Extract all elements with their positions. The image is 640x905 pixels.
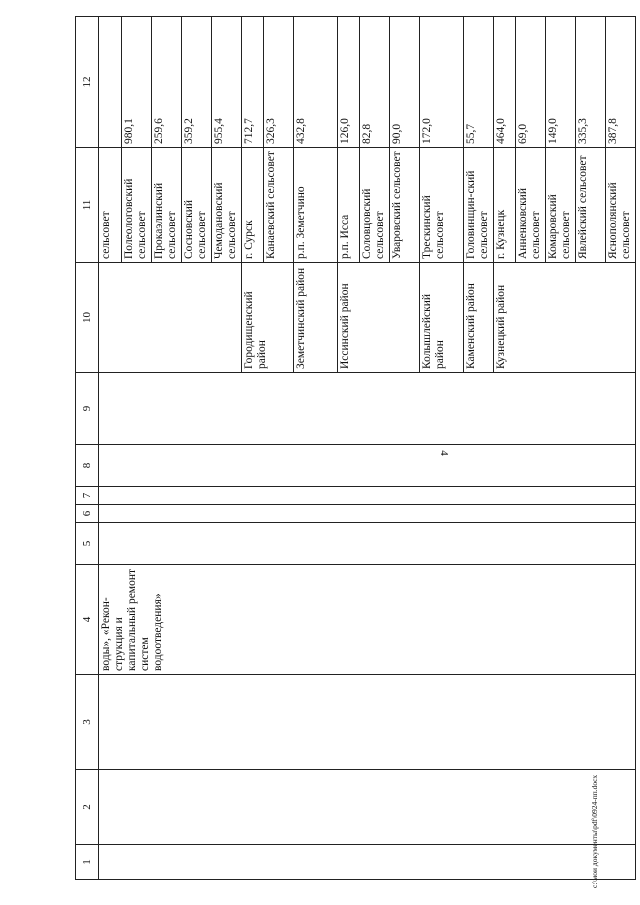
column-number: 9 [76, 373, 99, 445]
settlement-name: р.п. Исса [337, 148, 359, 262]
cell-col8 [99, 445, 636, 487]
budget-value: 149,0 [545, 17, 575, 147]
program-table [75, 16, 636, 880]
budget-value: 464,0 [493, 17, 515, 147]
cell-col2 [99, 770, 636, 845]
settlement-name: сельсовет [100, 211, 112, 259]
table-body [99, 17, 636, 880]
budget-value: 172,0 [419, 17, 463, 147]
cell-col11-settlements [99, 148, 636, 263]
settlement-list [99, 148, 635, 262]
budget-value: 82,8 [359, 17, 389, 147]
district-name: Кузнецкий район [493, 263, 515, 372]
settlement-name: Сосновский сельсовет [181, 148, 211, 262]
budget-value [99, 17, 121, 147]
column-number: 12 [76, 17, 99, 148]
district-name: Городищенский район [241, 263, 263, 372]
rotated-table-container [75, 17, 632, 880]
district-list [99, 263, 635, 372]
district-name [181, 263, 211, 372]
cell-col10-districts [99, 263, 636, 373]
budget-value: 90,0 [389, 17, 419, 147]
column-number: 6 [76, 505, 99, 523]
district-name [121, 263, 151, 372]
settlement-name: Яснополянский сельсовет [605, 148, 635, 262]
district-name: Каменский район [463, 263, 493, 372]
cell-col4-text: воды», «Рекон-струкция и капитальный ремонт систем водоотведения» [99, 565, 636, 675]
district-name: Колышлейский район [419, 263, 463, 372]
budget-value: 69,0 [515, 17, 545, 147]
budget-value: 432,8 [293, 17, 337, 147]
cell-col7 [99, 487, 636, 505]
column-number: 1 [76, 845, 99, 880]
column-number: 3 [76, 675, 99, 770]
table-row [99, 17, 636, 880]
budget-value: 955,4 [211, 17, 241, 147]
cell-col9 [99, 373, 636, 445]
value-list [99, 17, 635, 147]
district-name: Иссинский район [337, 263, 359, 372]
settlement-name: г. Сурск [241, 148, 263, 262]
budget-value: 259,6 [151, 17, 181, 147]
footer-file-path: c:\мои документы\pdf\0924-пп.docx [590, 774, 599, 888]
column-number: 10 [76, 263, 99, 373]
column-number: 8 [76, 445, 99, 487]
column-number-row [76, 17, 99, 880]
column-number: 2 [76, 770, 99, 845]
budget-value: 980,1 [121, 17, 151, 147]
district-name [211, 263, 241, 372]
district-name [389, 263, 419, 372]
budget-value: 712,7 [241, 17, 263, 147]
page-number: 4 [438, 450, 450, 456]
district-name [545, 263, 575, 372]
settlement-name: г. Кузнецк [493, 148, 515, 262]
settlement-name: Прокаэлинский сельсовет [151, 148, 181, 262]
settlement-name: р.п. Земетчино [293, 148, 337, 262]
district-name [359, 263, 389, 372]
cell-col3 [99, 675, 636, 770]
district-name [515, 263, 545, 372]
cell-col6 [99, 505, 636, 523]
district-name [151, 263, 181, 372]
district-name [605, 263, 635, 372]
settlement-name: Уваровский сельсовет [389, 148, 419, 262]
settlement-name: Головинщин-ский сельсовет [463, 148, 493, 262]
budget-value: 335,3 [575, 17, 605, 147]
column-number: 4 [76, 565, 99, 675]
column-number: 11 [76, 148, 99, 263]
district-name [575, 263, 605, 372]
settlement-name: Анненковский сельсовет [515, 148, 545, 262]
settlement-name: Соловцовский сельсовет [359, 148, 389, 262]
district-name: Земетчинский район [293, 263, 337, 372]
settlement-name: Трескинский сельсовет [419, 148, 463, 262]
column-number: 5 [76, 523, 99, 565]
settlement-name: Канаевский сельсовет [263, 148, 293, 262]
cell-col12-values [99, 17, 636, 148]
budget-value: 126,0 [337, 17, 359, 147]
budget-value: 326,3 [263, 17, 293, 147]
settlement-name: Явлейский сельсовет [575, 148, 605, 262]
budget-value: 387,8 [605, 17, 635, 147]
column-number: 7 [76, 487, 99, 505]
settlement-name: Полеологовский сельсовет [121, 148, 151, 262]
cell-col1 [99, 845, 636, 880]
settlement-name: Чемодановский сельсовет [211, 148, 241, 262]
settlement-name: Комаровский сельсовет [545, 148, 575, 262]
budget-value: 359,2 [181, 17, 211, 147]
budget-value: 55,7 [463, 17, 493, 147]
district-name [99, 263, 121, 372]
cell-col5 [99, 523, 636, 565]
